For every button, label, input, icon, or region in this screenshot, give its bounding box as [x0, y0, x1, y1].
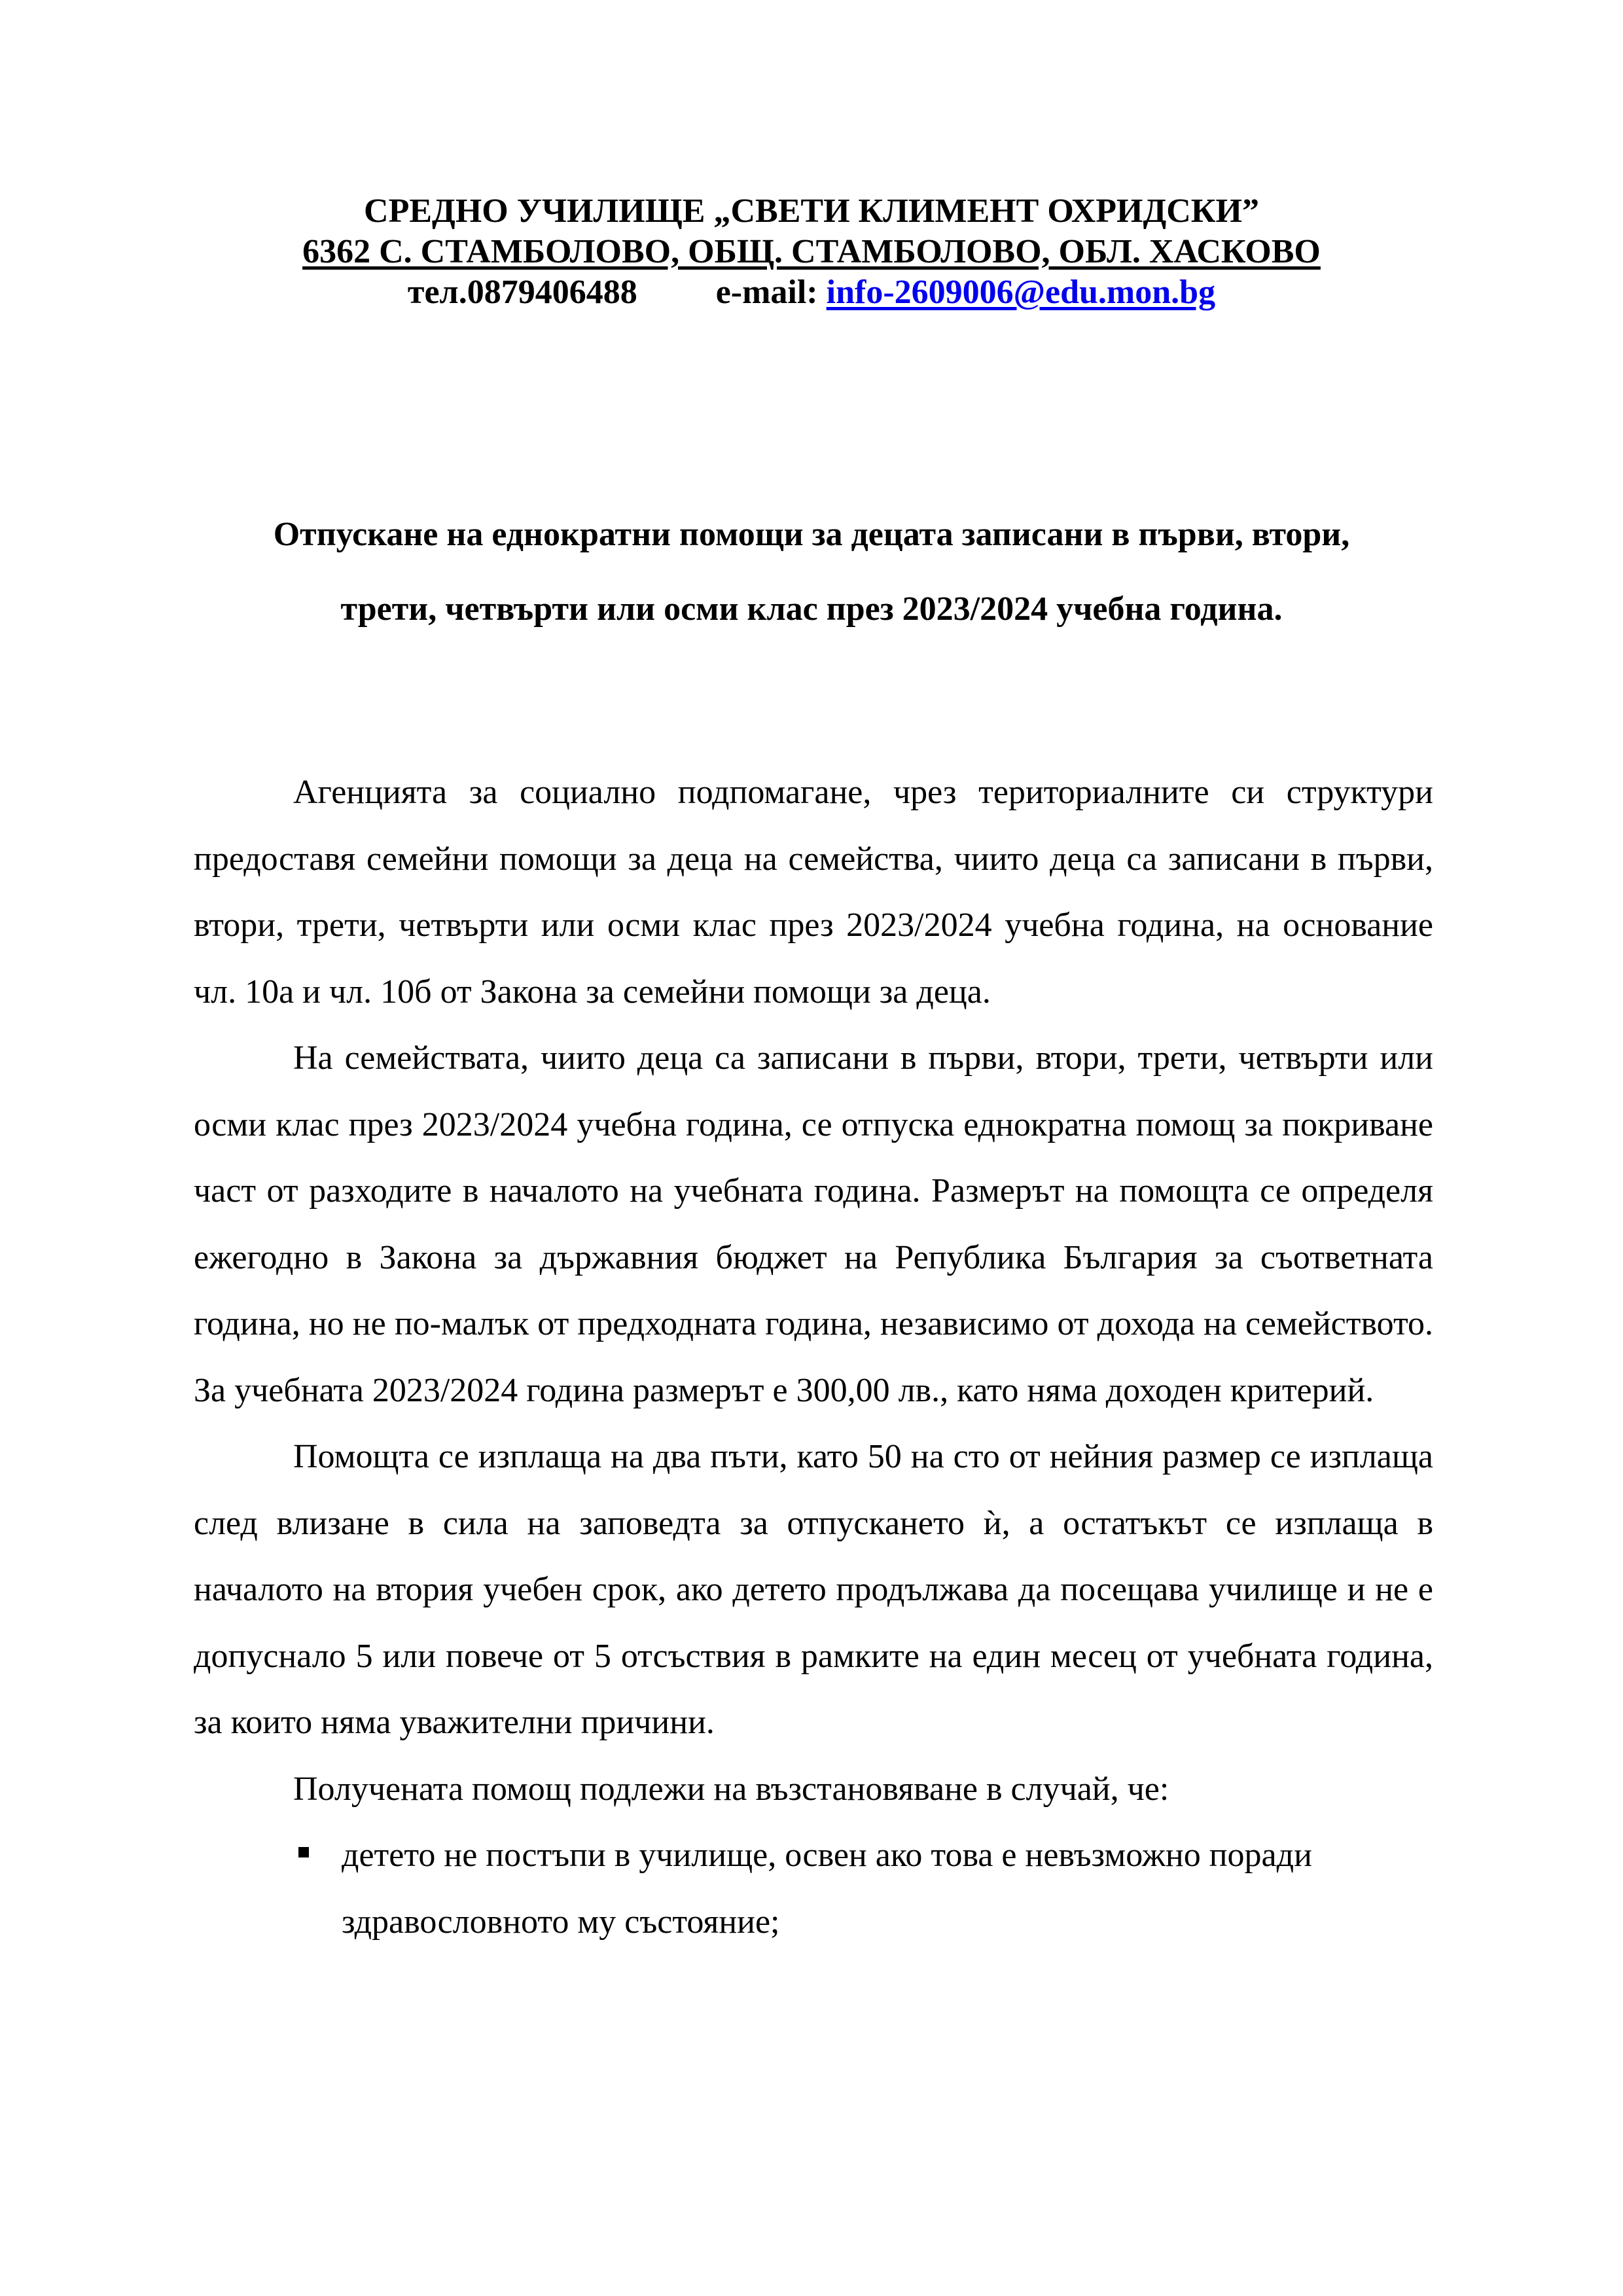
conditions-list: [194, 1822, 1433, 1955]
paragraph-4: Получената помощ подлежи на възстановяване в случай, че:: [293, 1770, 1169, 1808]
letterhead: [131, 191, 1492, 313]
school-name: СРЕДНО УЧИЛИЩЕ „СВЕТИ КЛИМЕНТ ОХРИДСКИ”: [364, 192, 1259, 230]
email-link[interactable]: info-2609006@edu.mon.bg: [826, 274, 1216, 311]
list-item-text: детето не постъпи в училище, освен ако това е невъзможно поради здравословното му състояние;: [342, 1837, 1312, 1941]
contact-line: [131, 272, 1492, 313]
document-body: [194, 759, 1433, 1955]
phone-number: тел.0879406488: [407, 274, 637, 311]
paragraph-3: Помощта се изплаща на два пъти, като 50 на сто от нейния размер се изплаща след влизане в сила на заповедта за отпускането ѝ, а остатъкът се изплаща в началото на втория учебен срок, ако детето продължава да посещава училище и не е допуснало 5 или повече от 5 отсъствия в рамките на един месец от учебната година, за които няма уважителни причини.: [194, 1438, 1433, 1741]
square-bullet-icon: [298, 1847, 309, 1857]
email-label: e-mail:: [715, 274, 818, 311]
school-address: 6362 С. СТАМБОЛОВО, ОБЩ. СТАМБОЛОВО, ОБЛ. ХАСКОВО: [302, 233, 1321, 270]
document-title: [164, 497, 1459, 647]
document-title-line-2: трети, четвърти или осми клас през 2023/2024 учебна година.: [340, 590, 1283, 628]
paragraph-2: На семействата, чиито деца са записани в първи, втори, трети, четвърти или осми клас през 2023/2024 учебна година, се отпуска еднократна помощ за покриване част от разходите в началото на учебната година. Размерът на помощта се определя ежегодно в Закона за държавния бюджет на Република България за съответната година, но не по-малък от предходната година, независимо от дохода на семейството. За учебната 2023/2024 година размерът е 300,00 лв., като няма доходен критерий.: [194, 1039, 1433, 1409]
document-title-line-1: Отпускане на еднократни помощи за децата записани в първи, втори,: [273, 516, 1350, 553]
list-item: [194, 1822, 1433, 1955]
paragraph-1: Агенцията за социално подпомагане, чрез териториалните си структури предоставя семейни помощи за деца на семейства, чиито деца са записани в първи, втори, трети, четвърти или осми клас през 2023/2024 учебна година, на основание чл. 10а и чл. 10б от Закона за семейни помощи за деца.: [194, 774, 1433, 1011]
